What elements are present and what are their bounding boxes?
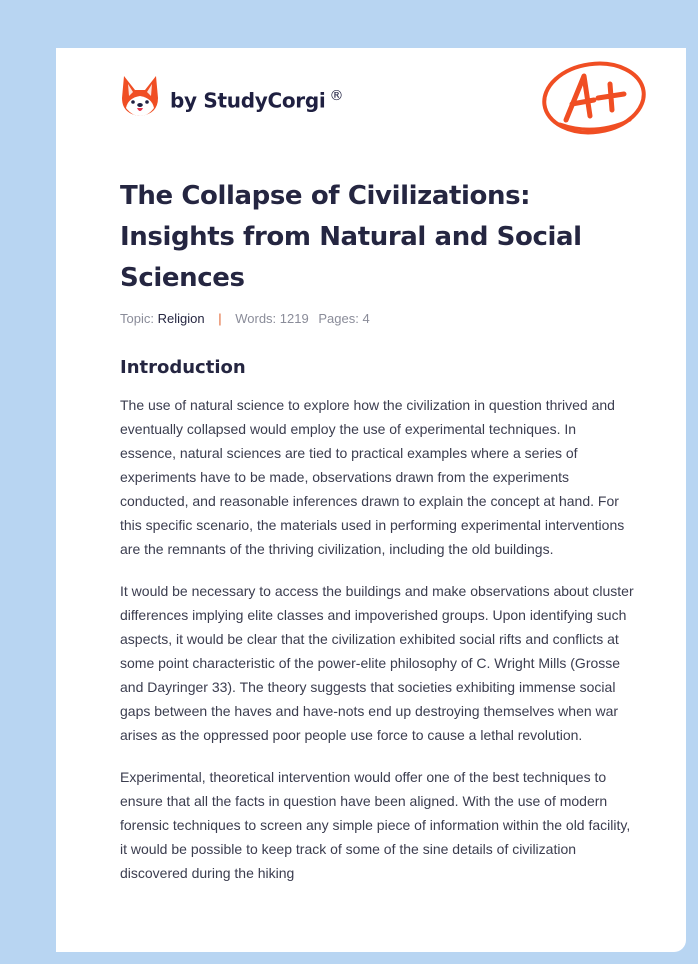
words-count: 1219 <box>279 311 309 326</box>
document-meta <box>120 309 640 329</box>
document-content <box>120 176 640 885</box>
meta-separator: | <box>218 311 222 326</box>
page-title: The Collapse of Civilizations: Insights from Natural and Social Sciences <box>120 181 582 293</box>
corgi-logo-icon <box>120 74 160 118</box>
pages-count: 4 <box>362 311 370 326</box>
section-heading-introduction: Introduction <box>120 357 246 378</box>
a-plus-grade-icon <box>538 58 650 147</box>
registered-mark: ® <box>329 87 344 104</box>
header <box>56 48 686 158</box>
document-card <box>56 48 686 952</box>
paragraph: It would be necessary to access the buildings and make observations about cluster differences implying elite classes and impoverished groups. Upon identifying such aspects, it would be clear that the civilization exhibited social rifts and conflicts at some point characteristic of the power-elite philosophy of C. Wright Mills (Grosse and Dayringer 33). The theory suggests that societies exhibiting immense social gaps between the haves and have-nots end up destroying themselves when war arises as the oppressed poor people use force to cause a lethal revolution. <box>120 583 634 743</box>
topic-link[interactable]: Religion <box>157 311 205 326</box>
pages-label: Pages: <box>318 311 359 326</box>
paragraph: Experimental, theoretical intervention would offer one of the best techniques to ensure that all the facts in question have been aligned. With the use of modern forensic techniques to screen any simple piece of information within the old facility, it would be possible to keep track of some of the sine details of civilization discovered during the hiking <box>120 769 631 881</box>
studycorgi-logo[interactable] <box>120 74 343 118</box>
paragraph: The use of natural science to explore how the civilization in question thrived and eventually collapsed would employ the use of experimental techniques. In essence, natural sciences are tied to practical examples where a series of experiments have to be made, observations drawn from the experiments conducted, and reasonable inferences drawn to explain the concept at hand. For this specific scenario, the materials used in performing experimental interventions are the remnants of the thriving civilization, including the old buildings. <box>120 397 625 557</box>
brand-name: by StudyCorgi ® <box>170 87 344 113</box>
words-label: Words: <box>235 311 277 326</box>
topic-label: Topic: <box>120 311 154 326</box>
